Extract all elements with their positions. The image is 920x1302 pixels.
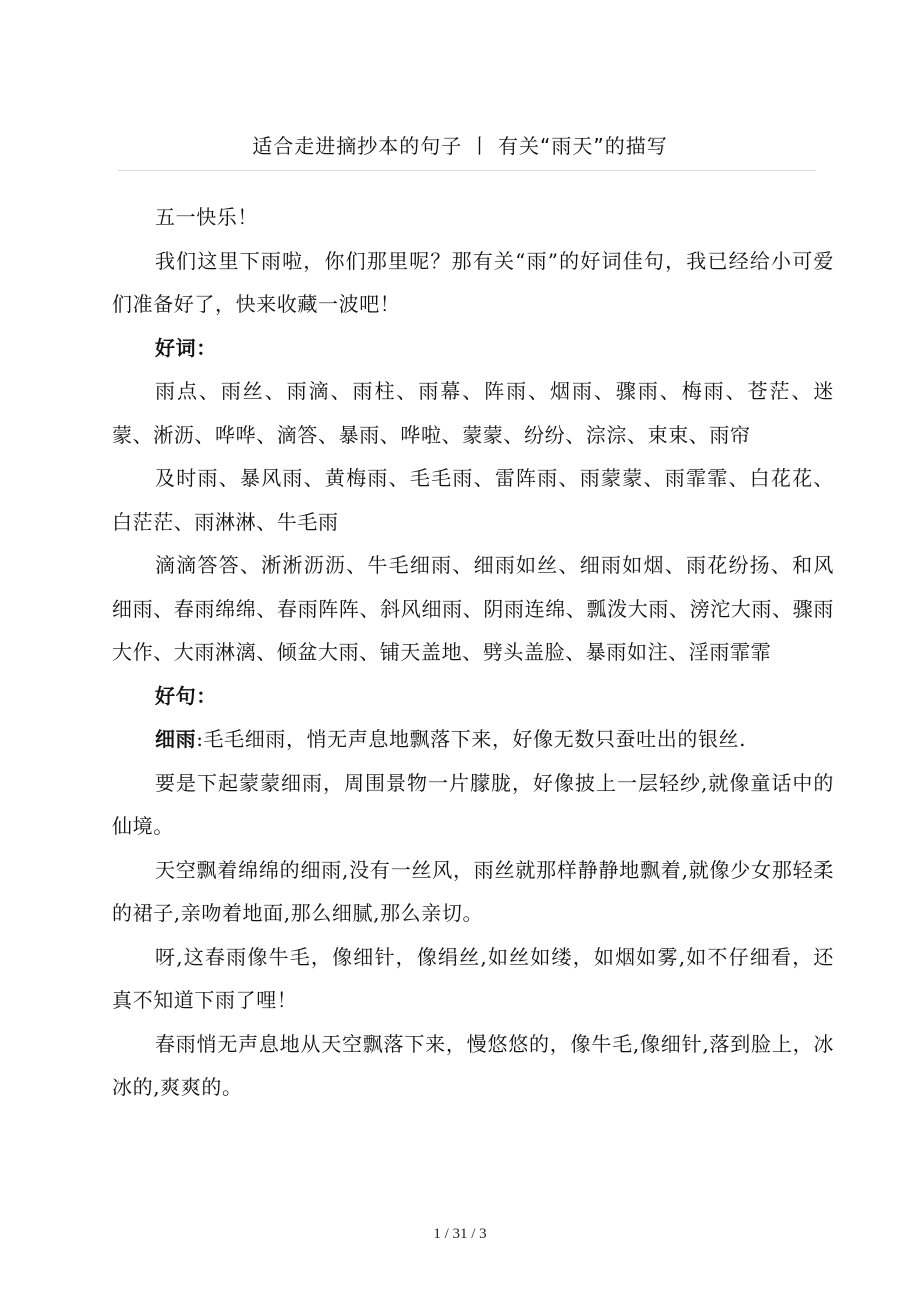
sentence-paragraph-2: 天空飘着绵绵的细雨,没有一丝风，雨丝就那样静静地飘着,就像少女那轻柔的裙子,亲吻着地面,那么细腻,那么亲切。	[112, 857, 834, 925]
greeting-paragraph: 五一快乐！	[155, 205, 258, 229]
drizzle-label: 细雨	[155, 727, 197, 751]
drizzle-text: :毛毛细雨，悄无声息地飘落下来，好像无数只蚕吐出的银丝.	[196, 727, 747, 751]
words-heading: 好词：	[155, 335, 217, 360]
drizzle-paragraph	[112, 718, 834, 762]
sentence-paragraph-1: 要是下起蒙蒙细雨，周围景物一片朦胧，好像披上一层轻纱,就像童话中的仙境。	[112, 770, 834, 838]
sentence-paragraph-3: 呀,这春雨像牛毛，像细针，像绢丝,如丝如缕，如烟如雾,如不仔细看，还真不知道下雨了哩！	[112, 944, 834, 1012]
article-body	[112, 196, 834, 1110]
sentence-paragraph-4: 春雨悄无声息地从天空飘落下来，慢悠悠的，像牛毛,像细针,落到脸上，冰冰的,爽爽的。	[112, 1031, 834, 1099]
words-paragraph-1: 雨点、雨丝、雨滴、雨柱、雨幕、阵雨、烟雨、骤雨、梅雨、苍茫、迷蒙、淅沥、哗哗、滴答、暴雨、哗啦、蒙蒙、纷纷、淙淙、束束、雨帘	[112, 379, 834, 447]
words-paragraph-3: 滴滴答答、淅淅沥沥、牛毛细雨、细雨如丝、细雨如烟、雨花纷扬、和风细雨、春雨绵绵、春雨阵阵、斜风细雨、阴雨连绵、瓢泼大雨、滂沱大雨、骤雨大作、大雨淋漓、倾盆大雨、铺天盖地、劈头盖脸、暴雨如注、淫雨霏霏	[112, 553, 834, 664]
words-paragraph-2: 及时雨、暴风雨、黄梅雨、毛毛雨、雷阵雨、雨蒙蒙、雨霏霏、白花花、白茫茫、雨淋淋、牛毛雨	[112, 466, 834, 534]
sentences-heading: 好句：	[155, 683, 217, 708]
header-divider	[118, 170, 816, 171]
intro-paragraph: 我们这里下雨啦，你们那里呢？那有关“雨”的好词佳句，我已经给小可爱们准备好了，快来收藏一波吧！	[112, 248, 834, 316]
page-number: 1 / 31 / 3	[433, 1226, 487, 1242]
page-title: 适合走进摘抄本的句子 丨 有关“雨天”的描写	[252, 134, 668, 158]
